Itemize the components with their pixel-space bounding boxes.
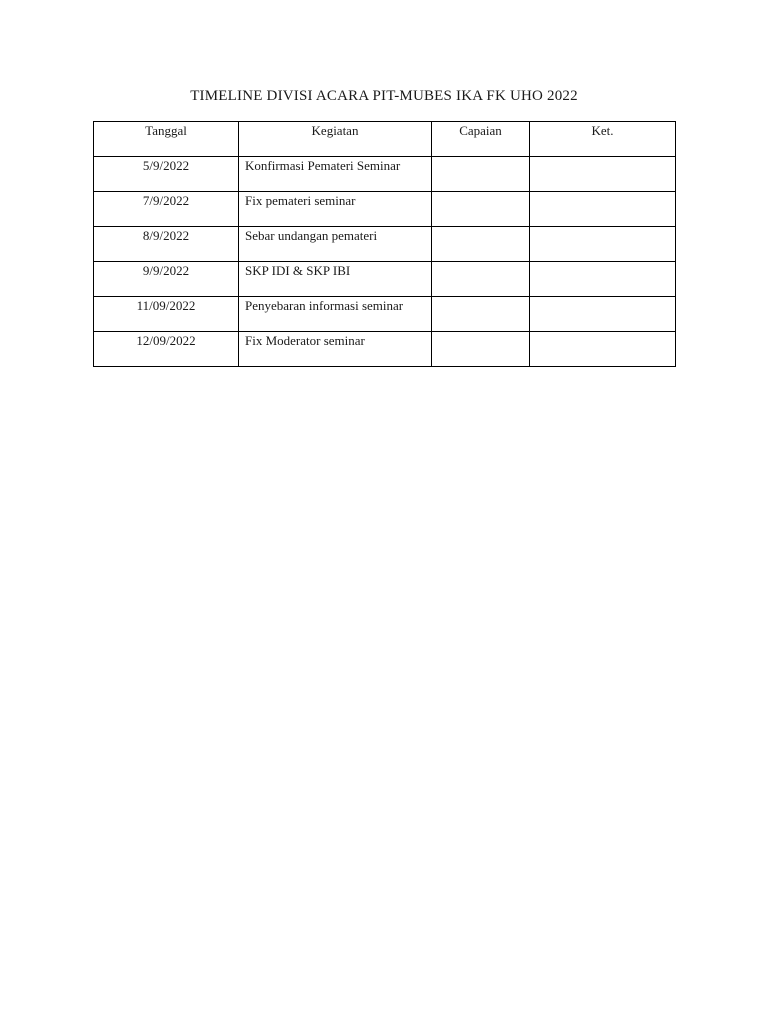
cell-notes (530, 192, 676, 227)
cell-date: 8/9/2022 (94, 227, 239, 262)
cell-achievement (432, 157, 530, 192)
table-row (94, 192, 676, 227)
table-header-row (94, 122, 676, 157)
table-row (94, 227, 676, 262)
cell-activity: Konfirmasi Pemateri Seminar (239, 157, 432, 192)
table-row (94, 262, 676, 297)
cell-notes (530, 227, 676, 262)
cell-date: 9/9/2022 (94, 262, 239, 297)
header-achievement: Capaian (432, 122, 530, 157)
cell-activity: Sebar undangan pemateri (239, 227, 432, 262)
cell-activity: SKP IDI & SKP IBI (239, 262, 432, 297)
table-row (94, 332, 676, 367)
header-activity: Kegiatan (239, 122, 432, 157)
cell-date: 7/9/2022 (94, 192, 239, 227)
cell-achievement (432, 297, 530, 332)
cell-achievement (432, 262, 530, 297)
cell-activity: Penyebaran informasi seminar (239, 297, 432, 332)
cell-date: 11/09/2022 (94, 297, 239, 332)
cell-notes (530, 332, 676, 367)
header-notes: Ket. (530, 122, 676, 157)
timeline-table (93, 121, 676, 367)
cell-activity: Fix Moderator seminar (239, 332, 432, 367)
cell-date: 5/9/2022 (94, 157, 239, 192)
cell-activity: Fix pemateri seminar (239, 192, 432, 227)
table-row (94, 297, 676, 332)
cell-notes (530, 297, 676, 332)
header-date: Tanggal (94, 122, 239, 157)
table-row (94, 157, 676, 192)
cell-notes (530, 157, 676, 192)
cell-date: 12/09/2022 (94, 332, 239, 367)
cell-achievement (432, 332, 530, 367)
document-title: TIMELINE DIVISI ACARA PIT-MUBES IKA FK UHO 2022 (190, 88, 578, 104)
cell-achievement (432, 227, 530, 262)
cell-notes (530, 262, 676, 297)
cell-achievement (432, 192, 530, 227)
